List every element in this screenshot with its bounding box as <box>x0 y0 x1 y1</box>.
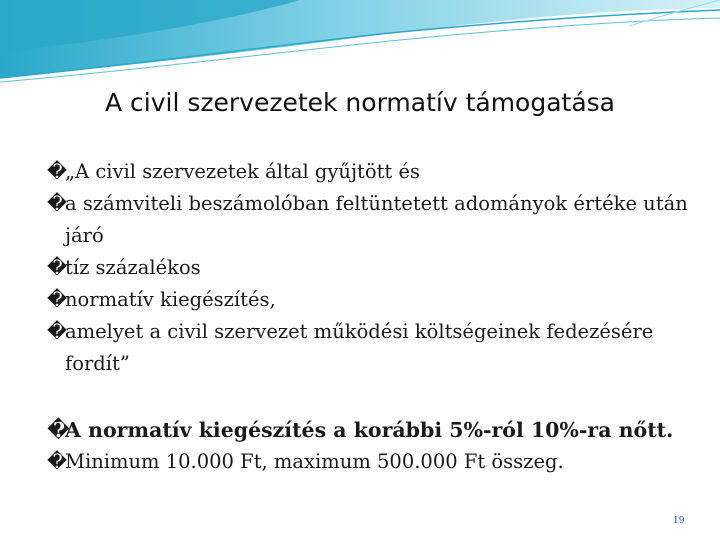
bullet-icon: � <box>47 160 67 183</box>
spacer <box>47 380 697 414</box>
header-wave-decoration <box>0 0 720 90</box>
list-item: � „A civil szervezetek által gyűjtött és <box>47 156 697 188</box>
bullet-icon: � <box>47 256 67 279</box>
slide-title: A civil szervezetek normatív támogatása <box>104 88 616 117</box>
list-item: � normatív kiegészítés, <box>47 284 697 316</box>
page-number: 19 <box>673 516 685 526</box>
bullet-icon: � <box>47 192 67 215</box>
bullet-icon: � <box>47 450 67 473</box>
list-item: � tíz százalékos <box>47 252 697 284</box>
list-item: � amelyet a civil szervezet működési költségeinek fedezésére fordít” <box>47 316 697 380</box>
bullet-icon: � <box>47 320 67 343</box>
bullet-icon: � <box>47 418 70 442</box>
highlight-item: � Minimum 10.000 Ft, maximum 500.000 Ft összeg. <box>47 446 697 478</box>
highlight-item: � A normatív kiegészítés a korábbi 5%-ról 10%-ra nőtt. <box>47 414 697 446</box>
list-item: � a számviteli beszámolóban feltüntetett adományok értéke után járó <box>47 188 697 252</box>
slide-body <box>47 156 697 478</box>
bullet-icon: � <box>47 288 67 311</box>
